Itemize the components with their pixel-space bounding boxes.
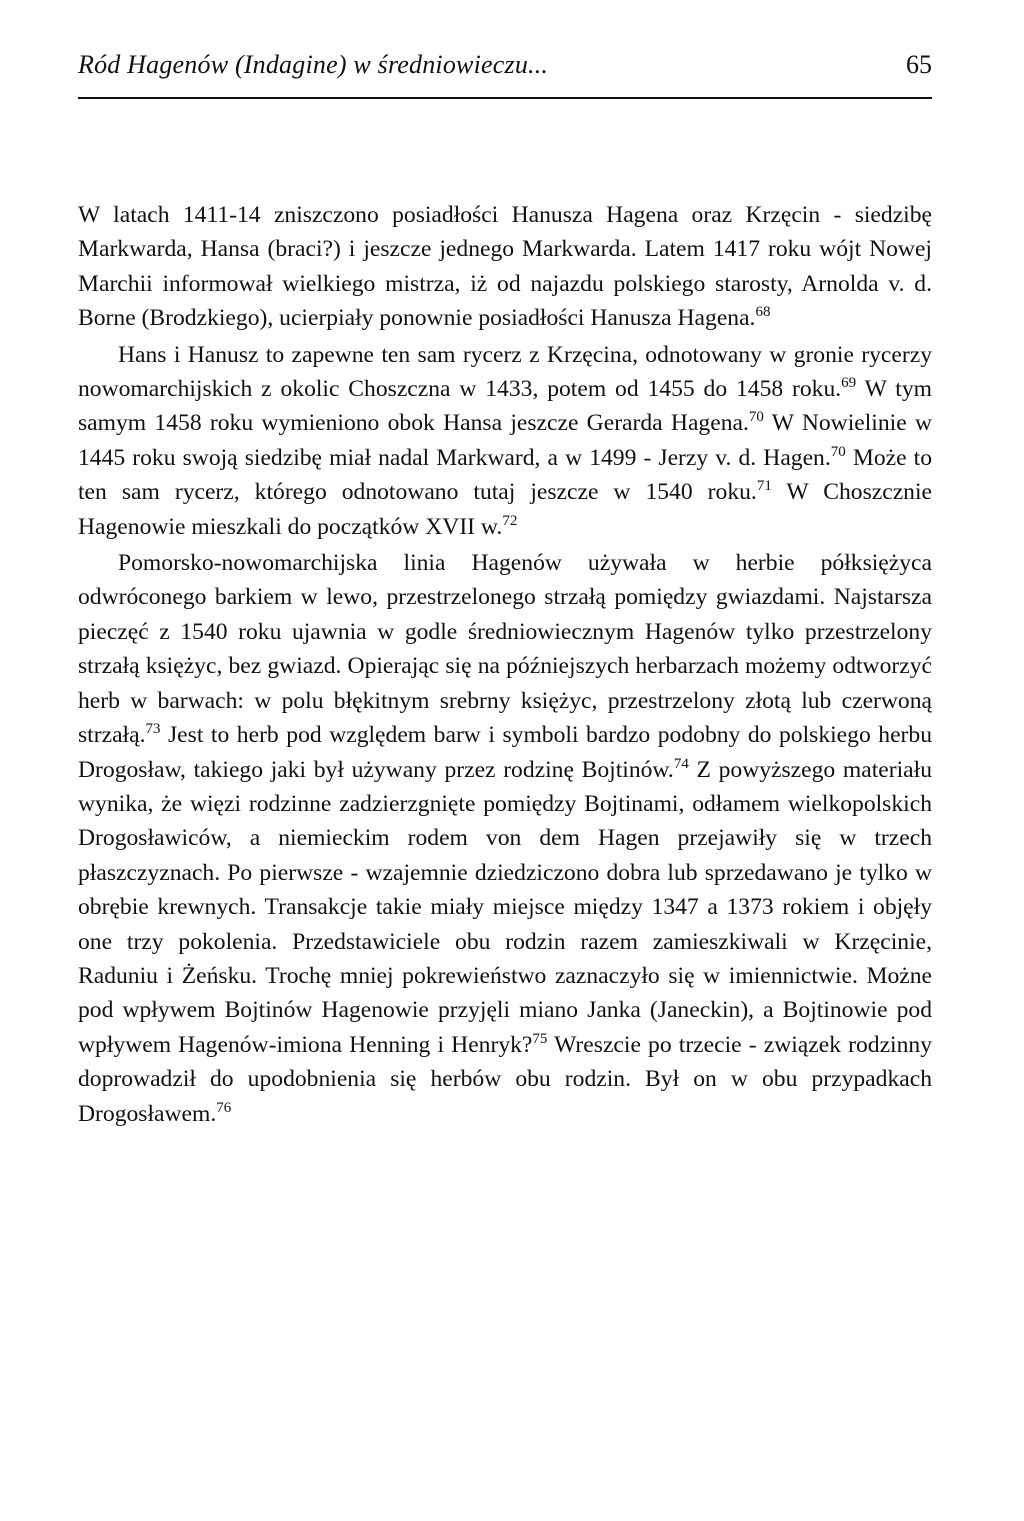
footnote-marker: 72 bbox=[502, 512, 518, 529]
footnote-marker: 68 bbox=[755, 304, 771, 321]
text-run: W tym samym 1458 roku wymieniono obok Hansa jeszcze Gerarda Hagena. bbox=[78, 376, 933, 437]
text-run: Jest to herb pod względem barw i symboli bardzo podobny do polskiego herbu Drogosław, takiego jaki był używany przez rodzinę Bojtinów. bbox=[78, 722, 932, 783]
footnote-marker: 74 bbox=[673, 755, 689, 772]
text-run: W Nowielinie w 1445 roku swoją siedzibę miał nadal Markward, a w 1499 - Jerzy v. d. Hagen. bbox=[78, 410, 932, 471]
header-rule bbox=[78, 97, 932, 99]
text-run: Hans i Hanusz to zapewne ten sam rycerz z Krzęcina, odnotowany w gronie rycerzy nowomarchijskich z okolic Choszczna w 1433, potem od 1455 do 1458 roku. bbox=[78, 341, 932, 403]
footnote-marker: 75 bbox=[532, 1030, 548, 1047]
text-run: Z powyższego materiału wynika, że więzi rodzinne zadzierzgnięte pomiędzy Bojtinami, odłamem wielkopolskich Drogosławiców, a niemieckim rodem von dem Hagen przejawiły się w trzech płaszczyznach. Po pierwsze - wzajemnie dziedziczono dobra lub sprzedawano je tylko w obrębie krewnych. Transakcje takie miały miejsce między 1347 a 1373 rokiem i objęły one trzy pokolenia. Przedstawiciele obu rodzin razem zamieszkiwali w Krzęcinie, Raduniu i Żeńsku. Trochę mniej pokrewieństwo zaznaczyło się w imiennictwie. Możne pod wpływem Bojtinów Hagenowie przyjęli miano Janka (Janeckin), a Bojtinowie pod wpływem Hagenów-imiona Henning i Henryk? bbox=[78, 756, 932, 1058]
page bbox=[78, 50, 932, 1131]
paragraph bbox=[78, 198, 932, 336]
paragraph bbox=[78, 338, 932, 544]
paragraph bbox=[78, 546, 932, 1131]
page-number: 65 bbox=[906, 50, 932, 79]
footnote-marker: 69 bbox=[841, 375, 857, 392]
footnote-marker: 70 bbox=[748, 409, 764, 426]
text-run: Może to ten sam rycerz, którego odnotowano tutaj jeszcze w 1540 roku. bbox=[78, 444, 932, 506]
text-run: W latach 1411-14 zniszczono posiadłości Hanusza Hagena oraz Krzęcin - siedzibę Markwarda, Hansa (braci?) i jeszcze jednego Markwarda. Latem 1417 roku wójt Nowej Marchii informował wielkiego mistrza, iż od najazdu polskiego starosty, Arnolda v. d. Borne (Brodzkiego), ucierpiały ponownie posiadłości Hanusza Hagena. bbox=[78, 202, 932, 332]
text-run: Wreszcie po trzecie - związek rodzinny doprowadził do upodobnienia się herbów obu rodzin. Był on w obu przypadkach Drogosławem. bbox=[78, 1031, 932, 1127]
footnote-marker: 70 bbox=[830, 443, 846, 460]
text-run: W Choszcznie Hagenowie mieszkali do początków XVII w. bbox=[78, 479, 932, 540]
running-head bbox=[78, 50, 932, 100]
body-text bbox=[78, 198, 932, 1131]
footnote-marker: 76 bbox=[216, 1099, 232, 1116]
running-title: Ród Hagenów (Indagine) w średniowieczu... bbox=[78, 50, 549, 79]
footnote-marker: 73 bbox=[145, 721, 161, 738]
footnote-marker: 71 bbox=[756, 478, 772, 495]
text-run: Pomorsko-nowomarchijska linia Hagenów używała w herbie półksiężyca odwróconego barkiem w lewo, przestrzelonego strzałą pomiędzy gwiazdami. Najstarsza pieczęć z 1540 roku ujawnia w godle średniowiecznym Hagenów tylko przestrzelony strzałą księżyc, bez gwiazd. Opierając się na późniejszych herbarzach możemy odtworzyć herb w barwach: w polu błękitnym srebrny księżyc, przestrzelony złotą lub czerwoną strzałą. bbox=[78, 550, 932, 749]
